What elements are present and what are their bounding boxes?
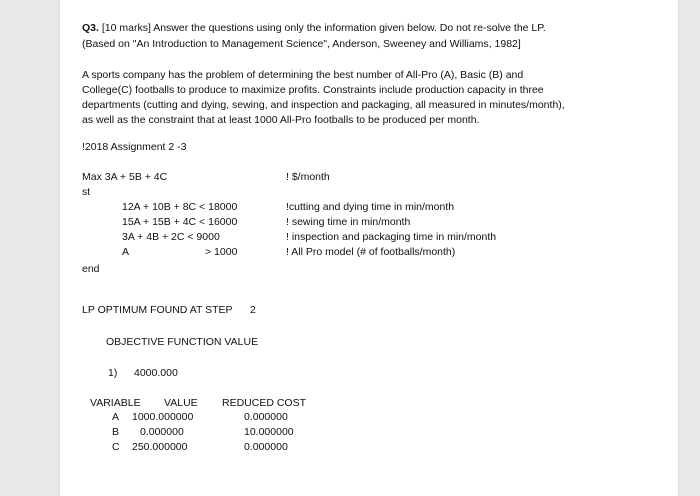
constraint-cutting: 12A + 10B + 8C < 18000 bbox=[122, 201, 238, 213]
problem-line-4: as well as the constraint that at least 1000 All-Pro footballs to be produced per month. bbox=[82, 114, 480, 126]
constraint-inspection: 3A + 4B + 2C < 9000 bbox=[122, 231, 220, 243]
row-a-reduced-cost: 0.000000 bbox=[244, 411, 288, 423]
question-instructions: [10 marks] Answer the questions using only the information given below. Do not re-solve the LP. bbox=[98, 22, 546, 34]
row-c-reduced-cost: 0.000000 bbox=[244, 441, 288, 453]
row-a-variable: A bbox=[112, 411, 120, 423]
constraint-sewing: 15A + 15B + 4C < 16000 bbox=[122, 216, 238, 228]
objective-function: Max 3A + 5B + 4C bbox=[82, 171, 168, 183]
optimum-step: 2 bbox=[250, 304, 256, 316]
header-variable: VARIABLE bbox=[90, 397, 141, 409]
problem-line-3: departments (cutting and dying, sewing, and inspection and packaging, all measured in minutes/month), bbox=[82, 99, 565, 111]
header-reduced-cost: REDUCED COST bbox=[222, 397, 307, 409]
row-b-reduced-cost: 10.000000 bbox=[244, 426, 294, 438]
model-title: !2018 Assignment 2 -3 bbox=[82, 141, 187, 153]
objective-value: 4000.000 bbox=[134, 367, 178, 379]
constraint-allpro-comment: ! All Pro model (# of footballs/month) bbox=[286, 246, 456, 258]
problem-line-2: College(C) footballs to produce to maximize profits. Constraints include production capacity in three bbox=[82, 84, 544, 96]
objective-value-label: OBJECTIVE FUNCTION VALUE bbox=[106, 336, 259, 348]
optimum-found-label: LP OPTIMUM FOUND AT STEP bbox=[82, 304, 233, 316]
constraint-allpro-rhs: > 1000 bbox=[205, 246, 238, 258]
question-number: Q3. bbox=[82, 22, 99, 34]
constraint-sewing-comment: ! sewing time in min/month bbox=[286, 216, 411, 228]
source-citation: (Based on "An Introduction to Management Science", Anderson, Sweeney and Williams, 1982] bbox=[82, 38, 521, 50]
constraint-cutting-comment: !cutting and dying time in min/month bbox=[286, 201, 455, 213]
question-heading bbox=[82, 21, 546, 35]
subject-to-label: st bbox=[82, 186, 91, 198]
row-a-value: 1000.000000 bbox=[132, 411, 194, 423]
document-page bbox=[60, 0, 678, 496]
header-value: VALUE bbox=[164, 397, 198, 409]
constraint-allpro-variable: A bbox=[122, 246, 130, 258]
row-b-variable: B bbox=[112, 426, 120, 438]
row-c-variable: C bbox=[112, 441, 120, 453]
objective-index: 1) bbox=[108, 367, 118, 379]
row-c-value: 250.000000 bbox=[132, 441, 188, 453]
model-end: end bbox=[82, 263, 100, 275]
objective-comment: ! $/month bbox=[286, 171, 330, 183]
constraint-inspection-comment: ! inspection and packaging time in min/month bbox=[286, 231, 497, 243]
problem-line-1: A sports company has the problem of determining the best number of All-Pro (A), Basic (B) and bbox=[82, 69, 524, 81]
row-b-value: 0.000000 bbox=[140, 426, 184, 438]
